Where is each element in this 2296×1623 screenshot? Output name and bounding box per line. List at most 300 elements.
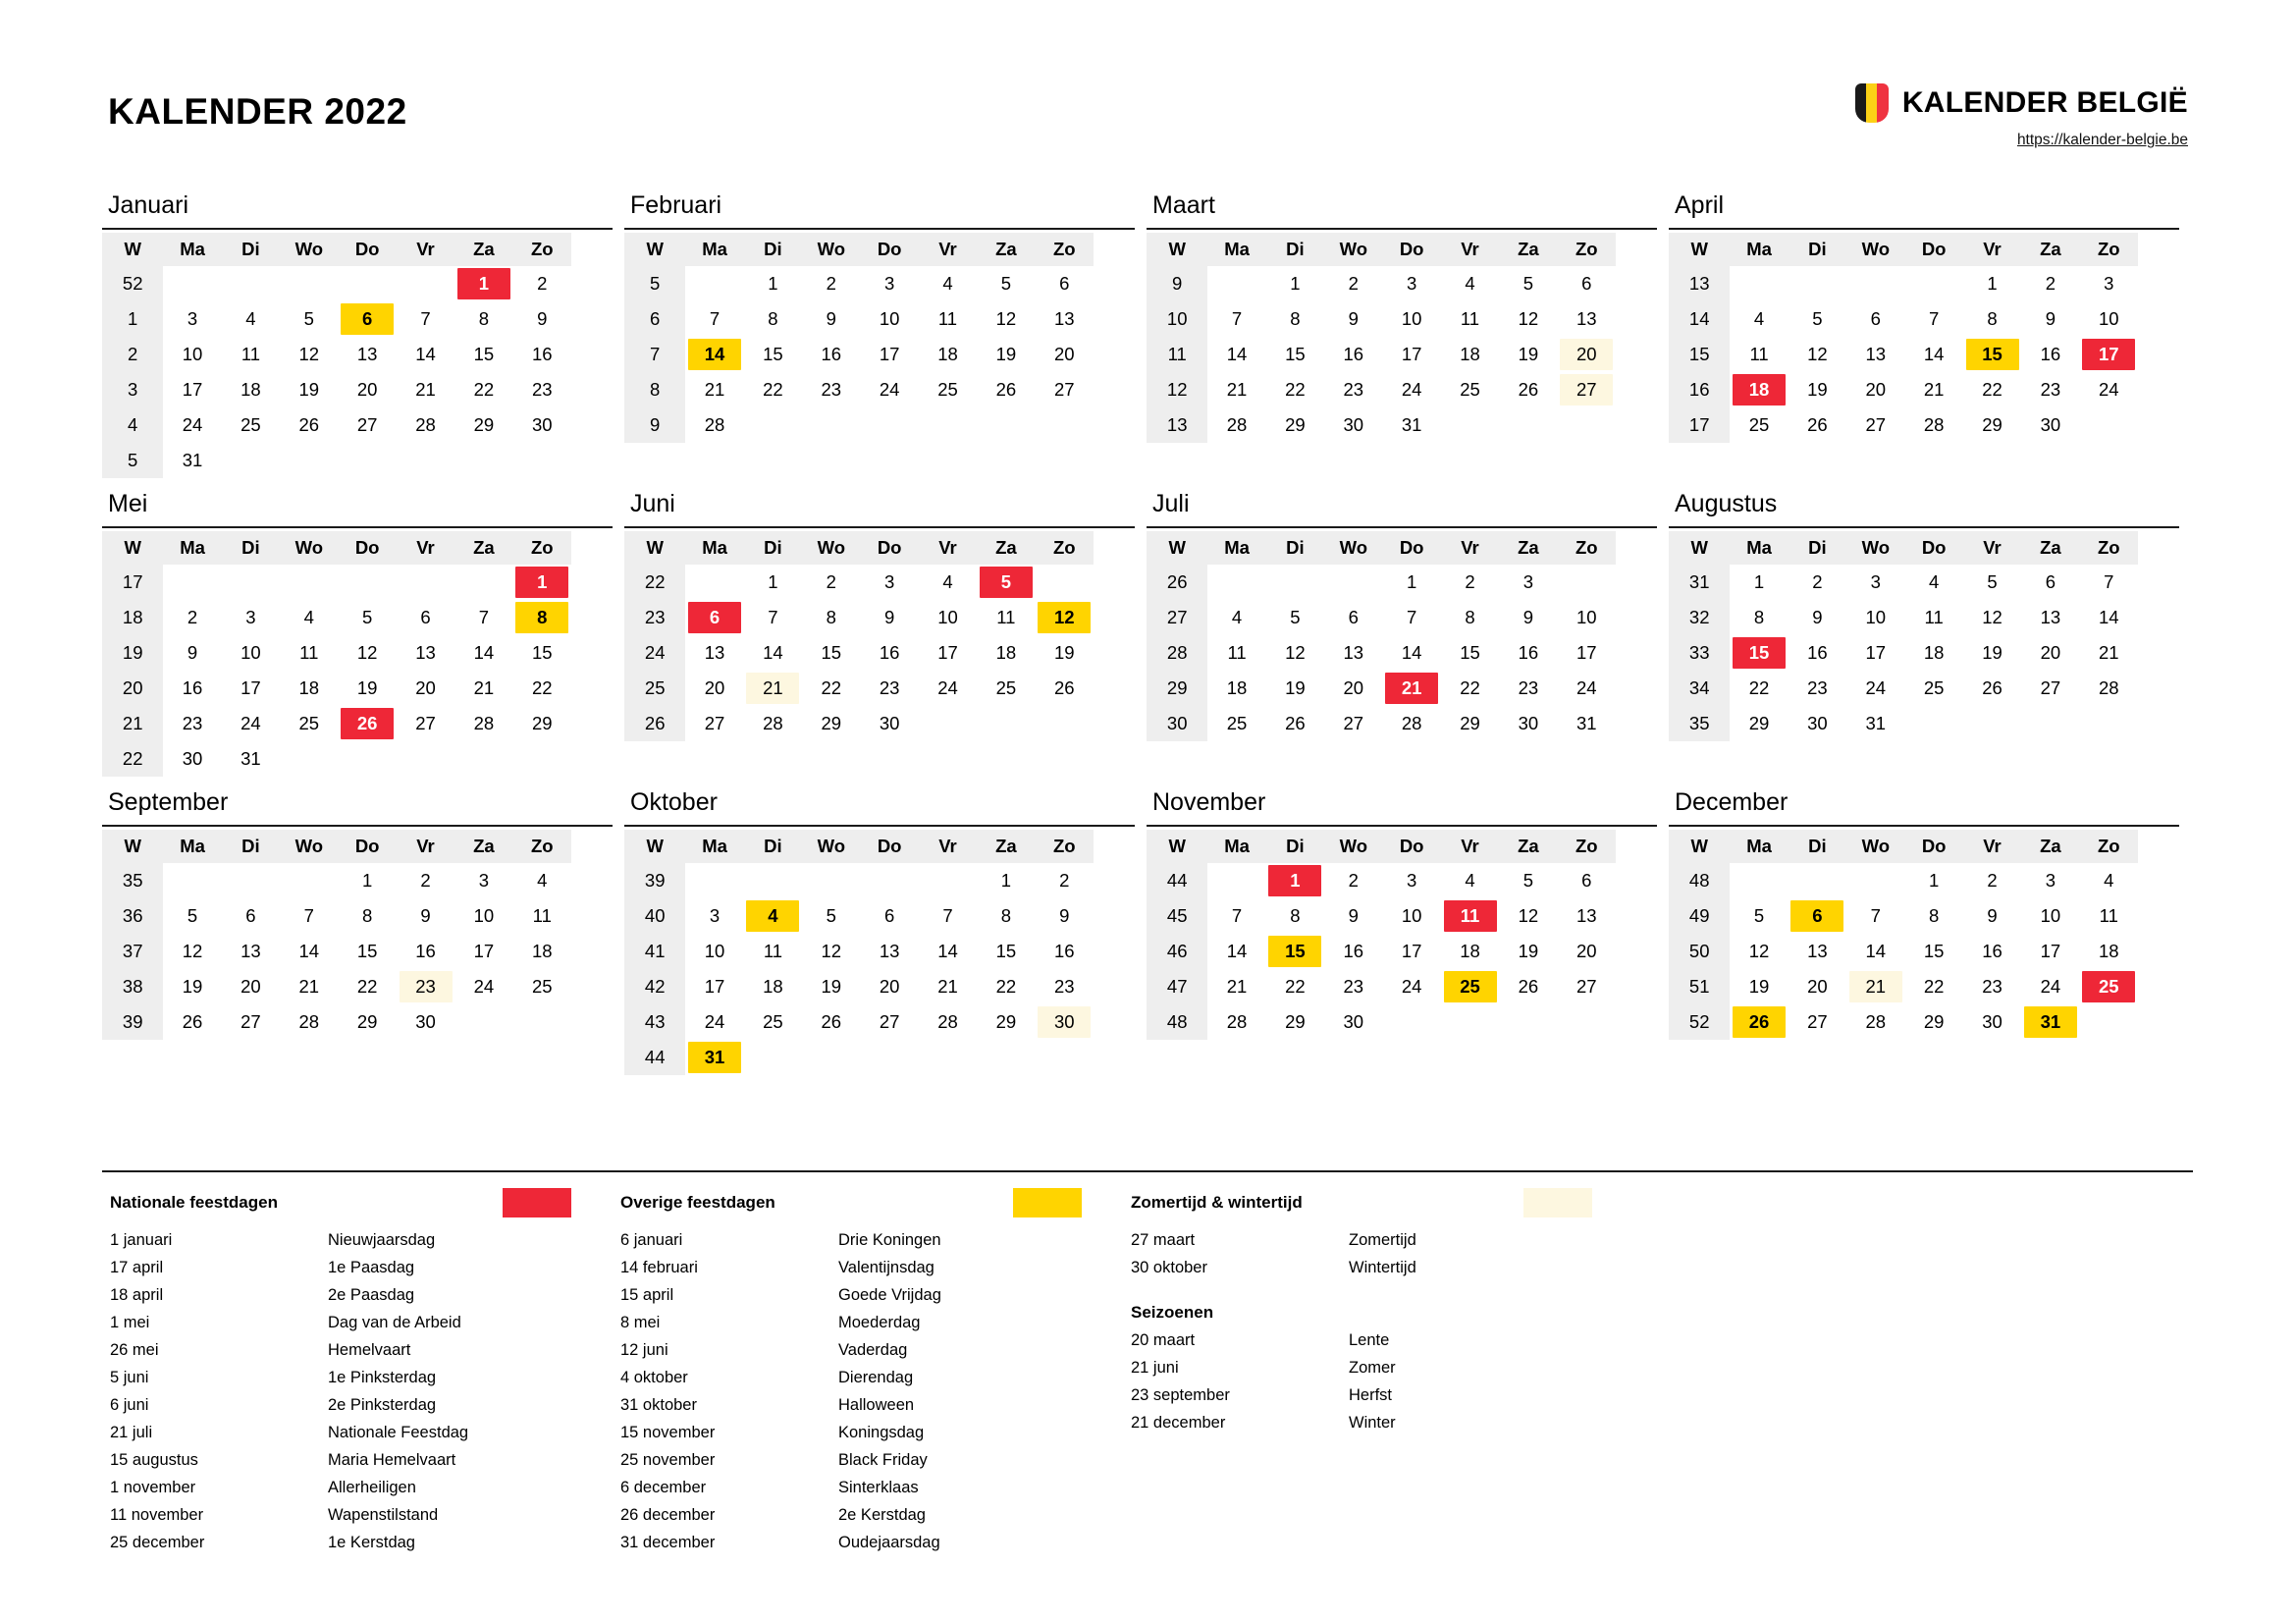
day-number: 24 [704, 1011, 725, 1032]
day-number: 11 [996, 607, 1016, 627]
weekday-header: Vr [919, 233, 977, 266]
week-row [624, 706, 1094, 741]
day-number: 22 [1460, 677, 1480, 698]
day-number: 28 [298, 1011, 320, 1032]
weekday-header: Do [338, 531, 396, 565]
day-number [746, 865, 799, 896]
legend-item-label: Zomer [1349, 1359, 1396, 1377]
day-number [2082, 409, 2135, 441]
day-cell [1846, 266, 1904, 301]
day-cell [977, 407, 1035, 443]
day-cell [222, 443, 280, 478]
day-cell [1266, 706, 1324, 741]
day-number: 1 [1000, 870, 1011, 891]
day-cell [1324, 706, 1382, 741]
day-number: 4 [537, 870, 548, 891]
month-title: September [102, 788, 613, 827]
day-number: 12 [1518, 308, 1539, 329]
day-cell [919, 407, 977, 443]
day-cell [1846, 301, 1904, 337]
day-cell [685, 407, 743, 443]
day-number: 14 [1226, 941, 1248, 961]
day-number [688, 865, 741, 896]
day-cell [802, 969, 860, 1004]
weekday-header: Zo [1036, 531, 1094, 565]
day-cell [1904, 671, 1962, 706]
day-number: 30 [1343, 414, 1364, 435]
day-number [1966, 708, 2019, 739]
week-row [1147, 565, 1616, 600]
day-cell [280, 969, 338, 1004]
day-cell [1499, 934, 1557, 969]
day-number: 8 [1290, 308, 1301, 329]
day-cell [1904, 898, 1962, 934]
day-cell [280, 337, 338, 372]
day-cell [802, 1040, 860, 1075]
day-number: 11 [299, 642, 319, 663]
month-block [1147, 788, 1657, 1075]
day-cell [685, 898, 743, 934]
legend-item [620, 1364, 1131, 1391]
day-number [166, 567, 219, 598]
week-column-header: W [1669, 233, 1730, 266]
day-highlight-other: 26 [1733, 1006, 1786, 1038]
day-cell [513, 706, 571, 741]
month-title: Februari [624, 191, 1135, 230]
day-cell [222, 671, 280, 706]
day-number: 16 [879, 642, 900, 663]
day-cell [1441, 407, 1499, 443]
day-number: 7 [420, 308, 431, 329]
day-cell [1730, 407, 1788, 443]
day-number: 14 [1226, 344, 1248, 364]
day-number: 4 [1465, 273, 1475, 294]
day-number: 2 [826, 273, 836, 294]
day-number [1790, 268, 1843, 299]
legend-item-date: 8 mei [620, 1314, 661, 1331]
legend-item-date: 6 juni [110, 1396, 149, 1414]
month-table [1147, 531, 1616, 741]
day-number: 7 [1870, 905, 1881, 926]
day-number: 17 [182, 379, 203, 400]
month-block [1147, 191, 1657, 478]
day-number: 19 [1053, 642, 1075, 663]
day-cell [1266, 863, 1324, 898]
day-number: 19 [1982, 642, 2002, 663]
day-cell [1558, 600, 1616, 635]
day-number [746, 1042, 799, 1073]
day-cell [802, 671, 860, 706]
weekday-header: Ma [1207, 830, 1265, 863]
day-cell [1730, 1004, 1788, 1040]
day-number [2024, 708, 2077, 739]
day-cell [513, 407, 571, 443]
day-number: 9 [187, 642, 198, 663]
day-cell [744, 565, 802, 600]
day-cell [1904, 372, 1962, 407]
day-cell [1846, 934, 1904, 969]
week-row [1147, 407, 1616, 443]
day-cell [338, 741, 396, 777]
day-number: 15 [1285, 344, 1306, 364]
day-number: 4 [1928, 571, 1940, 592]
week-number: 20 [102, 671, 163, 706]
day-cell [454, 337, 512, 372]
day-cell [280, 934, 338, 969]
day-cell [2080, 600, 2138, 635]
day-number [166, 268, 219, 299]
weekday-header: Zo [2080, 830, 2138, 863]
day-cell [454, 407, 512, 443]
day-cell [919, 898, 977, 934]
day-cell [977, 635, 1035, 671]
weekday-header: Di [222, 531, 280, 565]
day-number: 5 [303, 308, 314, 329]
month-block [102, 490, 613, 777]
day-cell [1382, 706, 1440, 741]
day-number: 10 [2040, 905, 2061, 926]
day-cell [454, 301, 512, 337]
day-number: 3 [709, 905, 721, 926]
day-cell [919, 706, 977, 741]
day-cell [163, 301, 221, 337]
legend-item-date: 5 juni [110, 1369, 149, 1386]
day-number: 4 [303, 607, 314, 627]
day-cell [1846, 337, 1904, 372]
day-number: 13 [1343, 642, 1364, 663]
day-cell [397, 443, 454, 478]
day-number: 24 [240, 713, 261, 733]
belgium-flag-heart-icon [1855, 83, 1889, 123]
legend-item-label: 2e Kerstdag [838, 1506, 926, 1524]
day-number: 17 [937, 642, 958, 663]
day-cell [744, 407, 802, 443]
day-highlight-season: 20 [1560, 339, 1613, 370]
day-number: 25 [240, 414, 261, 435]
day-number: 24 [1401, 976, 1422, 997]
day-number: 23 [1053, 976, 1075, 997]
day-number: 31 [182, 450, 203, 470]
month-title: Augustus [1669, 490, 2179, 528]
day-number: 14 [1865, 941, 1887, 961]
day-number: 3 [187, 308, 198, 329]
weekday-header: Ma [685, 531, 743, 565]
day-number: 12 [1982, 607, 2002, 627]
day-cell [1904, 1004, 1962, 1040]
weekday-header: Za [1499, 233, 1557, 266]
day-number: 24 [2098, 379, 2119, 400]
day-cell [1324, 671, 1382, 706]
day-number [980, 708, 1033, 739]
day-number: 19 [1285, 677, 1306, 698]
day-cell [1266, 1004, 1324, 1040]
day-number: 30 [415, 1011, 436, 1032]
day-number: 4 [1231, 607, 1243, 627]
week-number: 28 [1147, 635, 1207, 671]
day-cell [1499, 635, 1557, 671]
legend-item-date: 14 februari [620, 1259, 698, 1276]
legend-item-label: Oudejaarsdag [838, 1534, 940, 1551]
week-row [102, 671, 571, 706]
week-column-header: W [102, 233, 163, 266]
week-number: 29 [1147, 671, 1207, 706]
weekday-header: Vr [1963, 830, 2021, 863]
week-row [102, 600, 571, 635]
week-row [1147, 266, 1616, 301]
week-row [102, 1004, 571, 1040]
day-number: 30 [1343, 1011, 1364, 1032]
week-row [624, 1004, 1094, 1040]
brand-url-link[interactable]: https://kalender-belgie.be [2016, 132, 2188, 148]
weekday-header: Vr [919, 830, 977, 863]
month-block [1669, 191, 2179, 478]
day-cell [513, 600, 571, 635]
day-highlight-other: 12 [1038, 602, 1091, 633]
day-cell [2021, 600, 2079, 635]
day-number: 13 [1575, 905, 1597, 926]
week-number: 39 [102, 1004, 163, 1040]
day-number: 5 [187, 905, 198, 926]
day-cell [1441, 969, 1499, 1004]
day-number [341, 743, 394, 775]
day-number: 28 [1865, 1011, 1887, 1032]
legend-item [620, 1336, 1131, 1364]
day-number: 31 [1865, 713, 1887, 733]
day-cell [802, 337, 860, 372]
legend-item-date: 11 november [110, 1506, 204, 1524]
day-number: 15 [763, 344, 783, 364]
weekday-header: Vr [397, 830, 454, 863]
day-cell [1266, 898, 1324, 934]
legend-item-label: 1e Paasdag [328, 1259, 415, 1276]
day-number: 22 [821, 677, 842, 698]
day-cell [1499, 266, 1557, 301]
day-cell [222, 301, 280, 337]
day-cell [802, 565, 860, 600]
day-number: 26 [995, 379, 1017, 400]
legend-item [1131, 1409, 1681, 1436]
day-cell [919, 969, 977, 1004]
weekday-header: Wo [1846, 233, 1904, 266]
day-number: 6 [1581, 870, 1592, 891]
month-block [1669, 788, 2179, 1075]
day-cell [280, 671, 338, 706]
day-cell [454, 372, 512, 407]
week-row [1147, 969, 1616, 1004]
day-cell [860, 934, 918, 969]
day-cell [1036, 600, 1094, 635]
day-cell [1266, 934, 1324, 969]
legend-item [620, 1446, 1131, 1474]
day-number: 18 [1226, 677, 1248, 698]
day-cell [1904, 565, 1962, 600]
day-number: 17 [1865, 642, 1887, 663]
week-number: 10 [1147, 301, 1207, 337]
day-number: 25 [995, 677, 1017, 698]
week-number: 38 [102, 969, 163, 1004]
day-cell [1382, 1004, 1440, 1040]
week-number: 44 [624, 1040, 685, 1075]
day-cell [513, 671, 571, 706]
day-cell [802, 898, 860, 934]
legend-column-time [1131, 1193, 1681, 1556]
day-number: 9 [1987, 905, 1998, 926]
legend-item-date: 18 april [110, 1286, 164, 1304]
day-cell [1789, 600, 1846, 635]
day-cell [685, 1040, 743, 1075]
day-cell [1036, 407, 1094, 443]
day-cell [1499, 863, 1557, 898]
day-cell [919, 863, 977, 898]
day-number: 19 [1518, 344, 1539, 364]
legend-item-label: 2e Pinksterdag [328, 1396, 437, 1414]
legend-item-label: Nieuwjaarsdag [328, 1231, 436, 1249]
day-number: 9 [883, 607, 895, 627]
day-cell [280, 372, 338, 407]
day-cell [338, 407, 396, 443]
day-highlight-other: 6 [1790, 900, 1843, 932]
day-cell [919, 934, 977, 969]
day-cell [685, 635, 743, 671]
day-number: 17 [704, 976, 725, 997]
legend-item-label: Black Friday [838, 1451, 928, 1469]
legend-item-label: Vaderdag [838, 1341, 908, 1359]
weekday-header: Zo [1558, 830, 1616, 863]
day-number: 16 [1343, 941, 1364, 961]
legend-item [110, 1226, 620, 1254]
week-number: 21 [102, 706, 163, 741]
week-row [102, 266, 571, 301]
day-cell [2021, 301, 2079, 337]
weekday-header: Za [2021, 531, 2079, 565]
day-cell [222, 565, 280, 600]
week-row [624, 671, 1094, 706]
day-cell [1441, 863, 1499, 898]
day-number [1444, 1006, 1497, 1038]
month-table [1147, 233, 1616, 443]
weekday-header: Do [338, 830, 396, 863]
legend-item-label: Dag van de Arbeid [328, 1314, 461, 1331]
legend-item-date: 6 januari [620, 1231, 683, 1249]
day-cell [744, 1004, 802, 1040]
weekday-header: Wo [802, 233, 860, 266]
legend-item [110, 1336, 620, 1364]
day-number: 6 [245, 905, 256, 926]
day-number: 17 [1401, 941, 1422, 961]
day-number: 10 [879, 308, 900, 329]
day-cell [1499, 969, 1557, 1004]
day-number: 1 [1753, 571, 1765, 592]
day-number: 26 [298, 414, 320, 435]
week-row [624, 372, 1094, 407]
day-number: 4 [2104, 870, 2114, 891]
weekday-header: Di [1789, 233, 1846, 266]
day-number: 18 [1923, 642, 1945, 663]
day-number: 11 [1227, 642, 1247, 663]
day-cell [1499, 301, 1557, 337]
day-number: 13 [1865, 344, 1887, 364]
day-number [2082, 1006, 2135, 1038]
weekday-header: Do [860, 830, 918, 863]
day-number: 17 [2040, 941, 2061, 961]
day-number: 25 [1460, 379, 1480, 400]
legend-swatch-season [1523, 1188, 1592, 1217]
legend-item-date: 23 september [1131, 1386, 1230, 1404]
day-cell [2021, 969, 2079, 1004]
day-number [1560, 409, 1613, 441]
day-number: 6 [1870, 308, 1881, 329]
day-number: 18 [763, 976, 783, 997]
day-number [457, 567, 510, 598]
day-number [2082, 708, 2135, 739]
day-cell [1499, 407, 1557, 443]
day-number: 9 [537, 308, 548, 329]
weekday-header: Ma [1207, 531, 1265, 565]
week-number: 49 [1669, 898, 1730, 934]
day-cell [1324, 407, 1382, 443]
day-number: 19 [182, 976, 203, 997]
day-number: 23 [182, 713, 203, 733]
day-number: 20 [1865, 379, 1887, 400]
day-number: 8 [1465, 607, 1475, 627]
day-number: 12 [298, 344, 320, 364]
day-cell [1558, 969, 1616, 1004]
day-cell [280, 443, 338, 478]
day-cell [1207, 934, 1265, 969]
day-number: 22 [1285, 379, 1306, 400]
day-cell [919, 671, 977, 706]
day-number: 26 [182, 1011, 203, 1032]
legend-item-label: Koningsdag [838, 1424, 925, 1441]
week-row [1147, 706, 1616, 741]
day-cell [280, 600, 338, 635]
day-cell [1558, 1004, 1616, 1040]
legend-item-date: 21 juli [110, 1424, 153, 1441]
day-cell [397, 266, 454, 301]
month-title: December [1669, 788, 2179, 827]
day-cell [1499, 600, 1557, 635]
day-number [224, 445, 277, 476]
day-number [688, 567, 741, 598]
day-number: 6 [1059, 273, 1070, 294]
day-cell [1036, 635, 1094, 671]
week-number: 36 [102, 898, 163, 934]
weekday-header: Vr [1963, 531, 2021, 565]
day-cell [1441, 671, 1499, 706]
day-number: 8 [1987, 308, 1998, 329]
day-highlight-other: 25 [1444, 971, 1497, 1002]
day-number: 20 [1807, 976, 1828, 997]
day-cell [454, 671, 512, 706]
day-cell [1904, 266, 1962, 301]
day-cell [2080, 863, 2138, 898]
day-cell [1382, 565, 1440, 600]
day-number: 10 [182, 344, 203, 364]
day-cell [1558, 407, 1616, 443]
day-cell [802, 407, 860, 443]
day-cell [338, 934, 396, 969]
day-number: 11 [532, 905, 552, 926]
legend-item [110, 1364, 620, 1391]
months-grid [102, 191, 2193, 1075]
day-number: 26 [821, 1011, 842, 1032]
day-number: 23 [879, 677, 900, 698]
day-number: 14 [415, 344, 436, 364]
day-cell [1441, 337, 1499, 372]
legend-column-national [110, 1193, 620, 1556]
month-table [1669, 830, 2138, 1040]
legend-item [620, 1529, 1131, 1556]
